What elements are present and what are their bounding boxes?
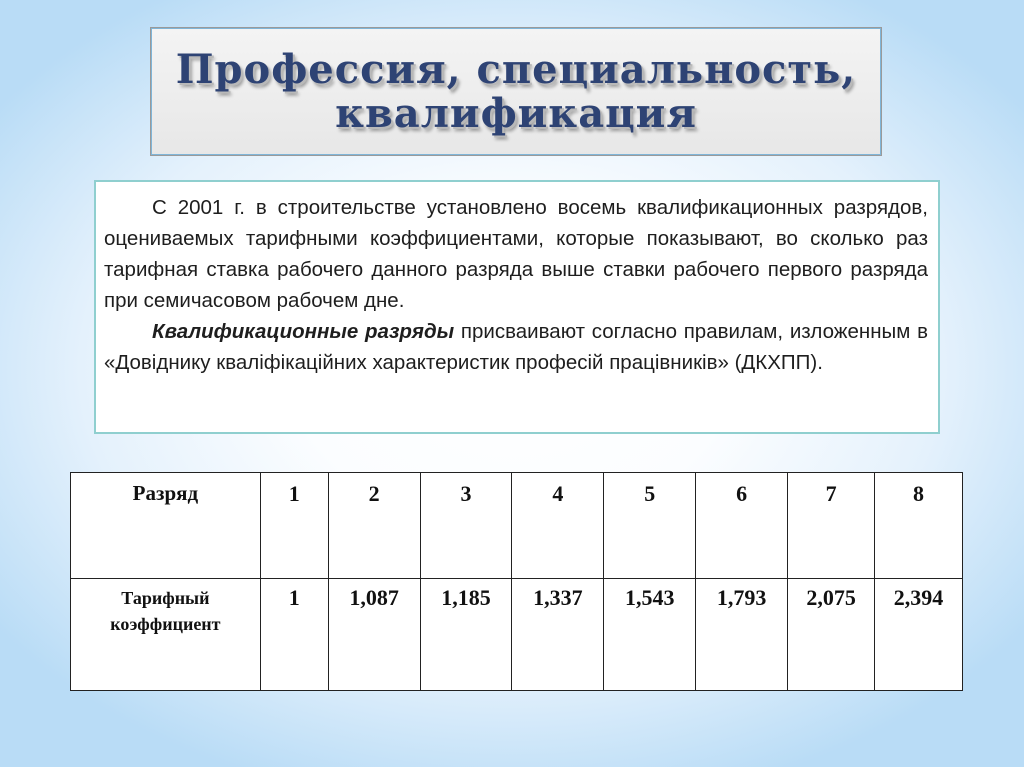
header-cell-coefficient: Тарифный коэффициент (71, 579, 261, 691)
grade-cell: 4 (512, 473, 604, 579)
text-box (94, 180, 940, 434)
coefficient-cell: 1,543 (604, 579, 696, 691)
coefficient-cell: 1,185 (420, 579, 512, 691)
grade-cell: 5 (604, 473, 696, 579)
table-row (71, 579, 963, 691)
slide-title-line2: квалификация (335, 89, 697, 137)
grade-cell: 6 (696, 473, 788, 579)
header-cell-grade: Разряд (71, 473, 261, 579)
grade-cell: 7 (788, 473, 875, 579)
bold-term: Квалификационные разряды (152, 320, 455, 343)
coefficient-cell: 1,337 (512, 579, 604, 691)
coefficient-cell: 1,087 (328, 579, 420, 691)
tariff-table (70, 472, 963, 691)
coefficient-cell: 1 (260, 579, 328, 691)
table-row (71, 473, 963, 579)
grade-cell: 1 (260, 473, 328, 579)
paragraph-1: С 2001 г. в строительстве установлено восемь квалификационных разрядов, оцениваемых тарифными коэффициентами, которые показывают, во сколько раз тарифная ставка рабочего данного разряда выше ставки рабочего первого разряда при семичасовом рабочем дне. (104, 196, 928, 312)
paragraph-2-rest: присваивают согласно правилам, изложенным в «Довіднику кваліфікаційних характеристик професій працівників» (ДКХПП). (104, 320, 928, 374)
coefficient-cell: 2,075 (788, 579, 875, 691)
grade-cell: 8 (875, 473, 963, 579)
coefficient-cell: 1,793 (696, 579, 788, 691)
title-box (150, 27, 882, 156)
grade-cell: 2 (328, 473, 420, 579)
coefficient-cell: 2,394 (875, 579, 963, 691)
slide-title-line1: Профессия, специальность, (175, 45, 857, 93)
paragraph-2 (104, 316, 928, 378)
grade-cell: 3 (420, 473, 512, 579)
